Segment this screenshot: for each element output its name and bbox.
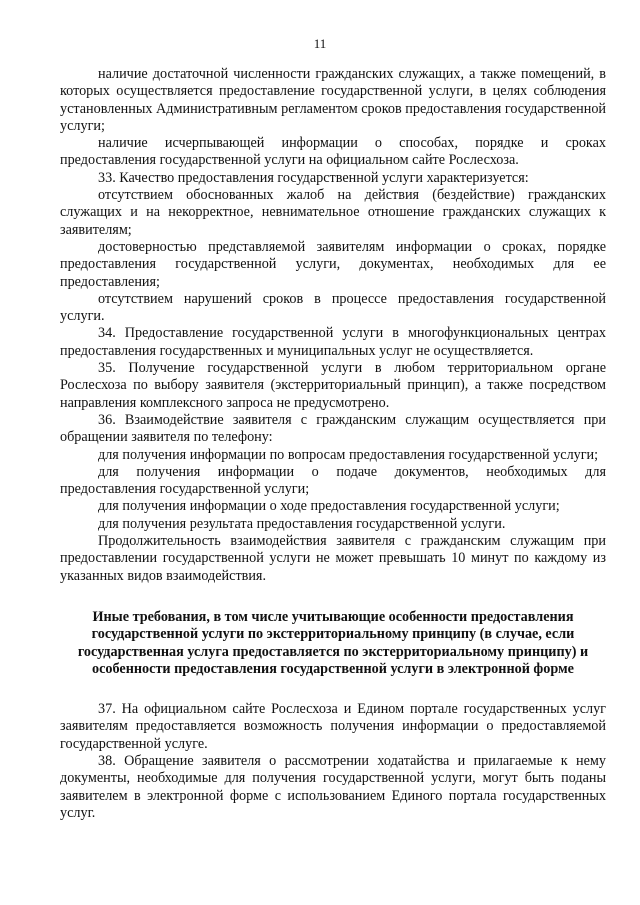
paragraph: достоверностью представляемой заявителям информации о сроках, порядке предоставления государственной услуги, документах, необходимых для ее предоставления; — [60, 238, 606, 290]
paragraph-item-38: 38. Обращение заявителя о рассмотрении ходатайства и прилагаемые к нему документы, необходимые для получения государственной услуги, могут быть поданы заявителем в электронной форме с использованием Единого портала государственных услуг. — [60, 752, 606, 821]
paragraph-item-35: 35. Получение государственной услуги в любом территориальном органе Рослесхоза по выбору заявителя (экстерриториальный принцип), а также посредством направления комплексного запроса не предусмотрено. — [60, 360, 606, 411]
paragraph: наличие достаточной численности гражданских служащих, а также помещений, в которых осуществляется предоставление государственной услуги, в целях соблюдения установленных Административным регламентом сроков предоставления государственной услуги; — [60, 66, 606, 134]
paragraph: для получения информации по вопросам предоставления государственной услуги; — [98, 446, 599, 463]
paragraph: Продолжительность взаимодействия заявителя с гражданским служащим при предоставлении государственной услуги не может превышать 10 минут по каждому из указанных видов взаимодействия. — [60, 533, 606, 584]
paragraph-item-34: 34. Предоставление государственной услуги в многофункциональных центрах предоставления государственных и муниципальных услуг не осуществляется. — [60, 325, 606, 359]
paragraph: для получения информации о ходе предоставления государственной услуги; — [98, 498, 560, 515]
paragraph: наличие исчерпывающей информации о способах, порядке и сроках предоставления государственной услуги на официальном сайте Рослесхоза. — [60, 135, 606, 169]
paragraph-item-33: 33. Качество предоставления государственной услуги характеризуется: — [98, 169, 529, 186]
paragraph: отсутствием обоснованных жалоб на действия (бездействие) гражданских служащих и на некорректное, невнимательное отношение гражданских служащих к заявителям; — [60, 187, 606, 238]
paragraph: для получения информации о подаче документов, необходимых для предоставления государственной услуги; — [60, 463, 606, 498]
paragraph: отсутствием нарушений сроков в процессе предоставления государственной услуги. — [60, 290, 606, 325]
paragraph-item-37: 37. На официальном сайте Рослесхоза и Едином портале государственных услуг заявителям предоставляется возможность получения информации о предоставляемой государственной услуге. — [60, 701, 606, 752]
paragraph: для получения результата предоставления государственной услуги. — [98, 515, 506, 532]
document-body — [60, 66, 606, 822]
section-heading: Иные требования, в том числе учитывающие особенности предоставления государственной услуги по экстерриториальному принципу (в случае, если государственная услуга предоставляется по экстерриториальному принципу) и особенности предоставления государственной услуги в электронной форме — [77, 608, 589, 677]
page-number: 11 — [313, 36, 327, 51]
paragraph-item-36: 36. Взаимодействие заявителя с гражданским служащим осуществляется при обращении заявителя по телефону: — [60, 411, 606, 446]
